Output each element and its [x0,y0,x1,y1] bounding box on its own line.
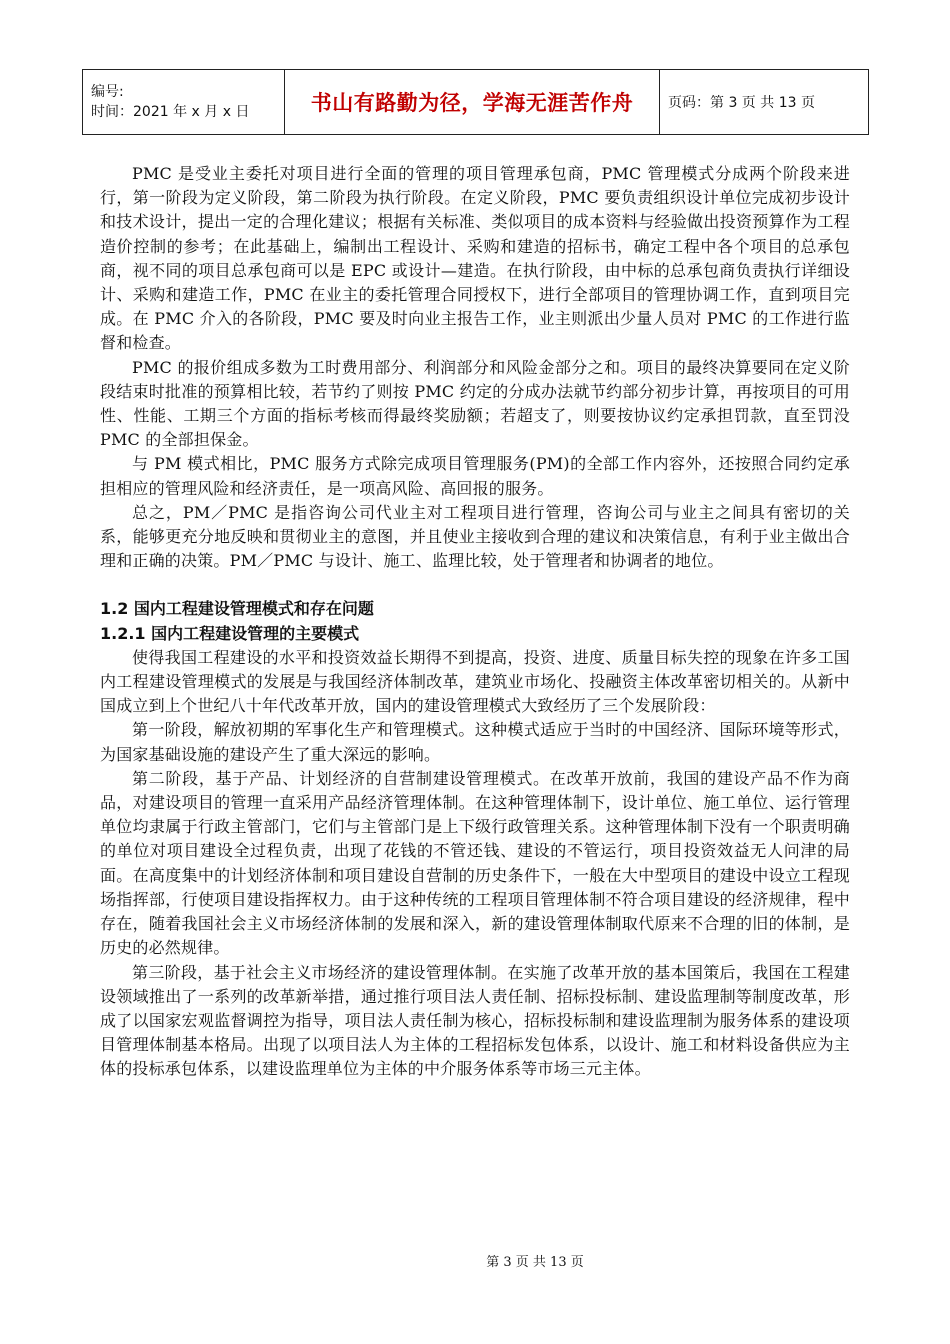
section-spacer [100,573,850,597]
header-motto: 书山有路勤为径，学海无涯苦作舟 [285,70,660,134]
document-time-label: 时间：2021 年 x 月 x 日 [91,104,250,120]
header-meta-cell [83,70,285,134]
header-table [82,69,869,135]
paragraph: 使得我国工程建设的水平和投资效益长期得不到提高，投资、进度、质量目标失控的现象在许多工国内工程建设管理模式的发展是与我国经济体制改革，建筑业市场化、投融资主体改革密切相关的。从新中国成立到上个世纪八十年代改革开放，国内的建设管理模式大致经历了三个发展阶段： [100,647,850,716]
paragraph: 第二阶段，基于产品、计划经济的自营制建设管理模式。在改革开放前，我国的建设产品不作为商品，对建设项目的管理一直采用产品经济管理体制。在这种管理体制下，设计单位、施工单位、运行管理单位均隶属于行政主管部门，它们与主管部门是上下级行政管理关系。这种管理体制下没有一个职责明确的单位对项目建设全过程负责，出现了花钱的不管还钱、建设的不管运行，项目投资效益无人问津的局面。在高度集中的计划经济体制和项目建设自营制的历史条件下，一般在大中型项目的建设中设立工程现场指挥部，行使项目建设指挥权力。由于这种传统的工程项目管理体制不符合项目建设的经济规律，程中存在，随着我国社会主义市场经济体制的发展和深入，新的建设管理体制取代原来不合理的旧的体制，是历史的必然规律。 [100,768,850,958]
document-number-label: 编号: [91,84,124,100]
paragraph: 与 PM 模式相比，PMC 服务方式除完成项目管理服务(PM)的全部工作内容外，还按照合同约定承担相应的管理风险和经济责任，是一项高风险、高回报的服务。 [100,454,850,498]
paragraph: 第一阶段，解放初期的军事化生产和管理模式。这种模式适应于当时的中国经济、国际环境等形式，为国家基础设施的建设产生了重大深远的影响。 [100,720,850,764]
paragraph: PMC 是受业主委托对项目进行全面的管理的项目管理承包商，PMC 管理模式分成两个阶段来进行，第一阶段为定义阶段，第二阶段为执行阶段。在定义阶段，PMC 要负责组织设计单位完成初步设计和技术设计，提出一定的合理化建议；根据有关标准、类似项目的成本资料与经验做出投资预算作为工程造价控制的参考；在此基础上，编制出工程设计、采购和建造的招标书，确定工程中各个项目的总承包商，视不同的项目总承包商可以是 EPC 或设计—建造。在执行阶段，由中标的总承包商负责执行详细设计、采购和建造工作，PMC 在业主的委托管理合同授权下，进行全部项目的管理协调工作，直到项目完成。在 PMC 介入的各阶段，PMC 要及时向业主报告工作，业主则派出少量人员对 PMC 的工作进行监督和检查。 [100,164,850,353]
header-page-info: 页码：第 3 页 共 13 页 [668,95,815,111]
document-body [100,162,850,1082]
section-heading: 1.2 国内工程建设管理模式和存在问题 [100,599,374,619]
paragraph: 总之，PM／PMC 是指咨询公司代业主对工程项目进行管理，咨询公司与业主之间具有密切的关系，能够更充分地反映和贯彻业主的意图，并且使业主接收到合理的建议和决策信息，有利于业主做出合理和正确的决策。PM／PMC 与设计、施工、监理比较，处于管理者和协调者的地位。 [100,502,850,571]
page-footer: 第 3 页 共 13 页 [486,1255,584,1270]
paragraph: PMC 的报价组成多数为工时费用部分、利润部分和风险金部分之和。项目的最终决算要同在定义阶段结束时批准的预算相比较，若节约了则按 PMC 约定的分成办法就节约部分初步计算，再按项目的可用性、性能、工期三个方面的指标考核而得最终奖励额；若超支了，则要按协议约定承担罚款，直至罚没 PMC 的全部担保金。 [100,357,850,450]
paragraph: 第三阶段，基于社会主义市场经济的建设管理体制。在实施了改革开放的基本国策后，我国在工程建设领域推出了一系列的改革新举措，通过推行项目法人责任制、招标投标制、建设监理制等制度改革，形成了以国家宏观监督调控为指导，项目法人责任制为核心，招标投标制和建设监理制为服务体系的建设项目管理体制基本格局。出现了以项目法人为主体的工程招标发包体系，以设计、施工和材料设备供应为主体的投标承包体系，以建设监理单位为主体的中介服务体系等市场三元主体。 [100,962,850,1079]
subsection-heading: 1.2.1 国内工程建设管理的主要模式 [100,623,360,643]
